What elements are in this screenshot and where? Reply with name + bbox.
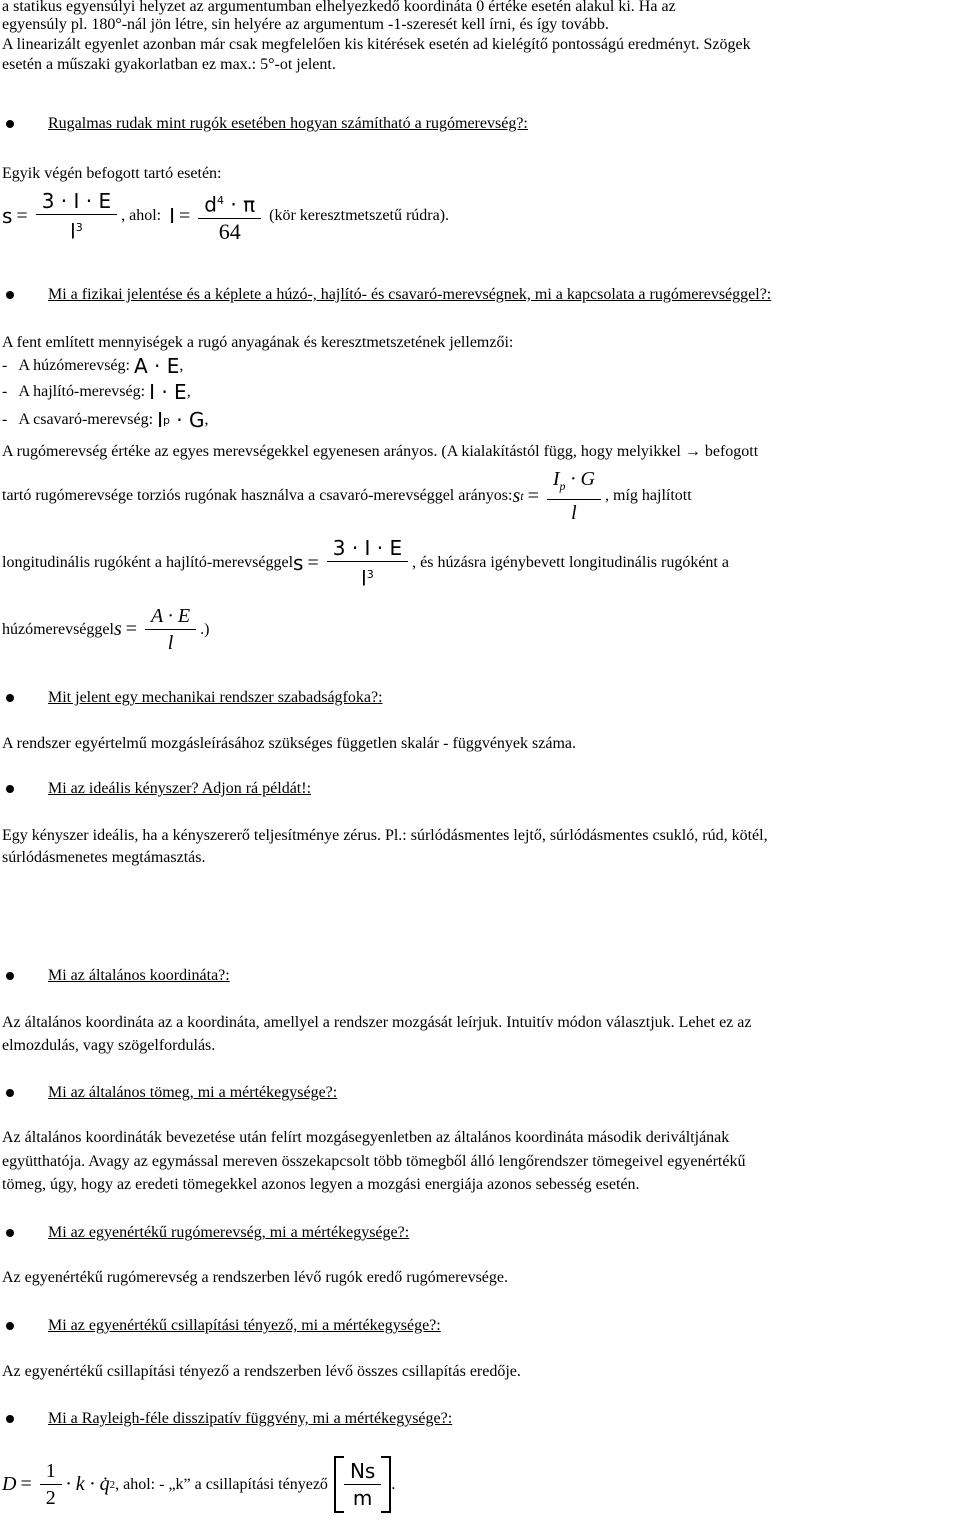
- equals-sign: =: [20, 1473, 32, 1495]
- text-line: a statikus egyensúlyi helyzet az argumentumban elhelyezkedő koordináta 0 értéke esetén alakul ki. Ha az: [2, 0, 676, 15]
- question-item: [2, 778, 311, 800]
- text-line: Az általános koordináta az a koordináta, amellyel a rendszer mozgását leírjuk. Intuitív módon választjuk. Lehet ez az: [2, 1014, 752, 1031]
- formula-rayleigh: D = $\frac{1}{2}$ · k · q̇ 2 , ahol: - „k” a csillapítási tényező $\frac{Ns}{m}$ .: [2, 1456, 395, 1513]
- question-text: Mi az általános koordináta?:: [48, 967, 230, 984]
- denominator: 64: [218, 218, 241, 244]
- bullet-icon: [6, 694, 14, 702]
- text-line: A rugómerevség értéke az egyes merevségekkel egyenesen arányos. (A kialakítástól függ, hogy melyikkel → befogott: [2, 443, 759, 460]
- question-item: [2, 1408, 452, 1430]
- question-text: Mit jelent egy mechanikai rendszer szabadságfoka?:: [48, 689, 383, 706]
- bullet-icon: [6, 120, 14, 128]
- symbol-I: I: [169, 204, 176, 229]
- text-line: A linearizált egyenlet azonban már csak megfelelően kis kitérések esetén ad kielégítő pontosságú eredményt. Szögek: [2, 36, 751, 53]
- text-line: Az egyenértékű rugómerevség a rendszerben lévő rugók eredő rugómerevsége.: [2, 1269, 508, 1286]
- bullet-icon: [6, 291, 14, 299]
- text-line: egyensúly pl. 180°-nál jön létre, sin helyére az argumentum -1-szeresét kell írni, és így tovább.: [2, 16, 609, 33]
- text-tail: , ahol: - „k” a csillapítási tényező: [115, 1475, 328, 1493]
- text-line: Az általános koordináták bevezetése után felírt mozgásegyenletben az általános koordináta második deriváltjának: [2, 1129, 730, 1146]
- unit-bracket: $\frac{Ns}{m}$: [334, 1456, 391, 1513]
- bullet-icon: [6, 1229, 14, 1237]
- fraction: [36, 188, 117, 245]
- text-line: A rendszer egyértelmű mozgásleírásához szükséges független skalár - függvények száma.: [2, 735, 576, 752]
- numerator: 3 · I · E: [41, 189, 112, 213]
- text-line: Egyik végén befogott tartó esetén:: [2, 165, 222, 182]
- question-item: [2, 965, 230, 987]
- question-item: [2, 284, 771, 306]
- question-item: [2, 1315, 441, 1337]
- question-text: Mi az általános tömeg, mi a mértékegysége?:: [48, 1084, 338, 1101]
- question-text: Mi a fizikai jelentése és a képlete a húzó-, hajlító- és csavaró-merevségnek, mi a kapcsolata a rugómerevséggel?:: [48, 286, 772, 303]
- bullet-icon: [6, 1322, 14, 1330]
- k-term: · k · q̇: [65, 1473, 110, 1495]
- text-line: együtthatója. Avagy az egymással mereven összekapcsolt több tömegből álló lengőrendszer tömegeivel egyenértékű: [2, 1153, 746, 1170]
- symbol-s: s: [2, 204, 13, 229]
- bullet-icon: [6, 1089, 14, 1097]
- formula-line: longitudinális rugóként a hajlító-merevséggel s = $\frac{3 \cdot I \cdot E}{l^3}$ , és húzásra igénybevett longitudinális rugóként a: [2, 536, 729, 591]
- text-line: súrlódásmenetes megtámasztás.: [2, 849, 206, 866]
- formula-line: húzómerevséggel s = $\frac{A \cdot E}{l}$ .): [2, 605, 210, 654]
- question-item: [2, 1222, 409, 1244]
- list-item: - A húzómerevség: A · E ,: [2, 354, 184, 378]
- equals-sign: =: [179, 204, 191, 227]
- bullet-icon: [6, 785, 14, 793]
- text-line: tömeg, úgy, hogy az eredeti tömegekkel azonos legyen a mozgási energiája azonos sebesség esetén.: [2, 1176, 640, 1193]
- bullet-icon: [6, 972, 14, 980]
- symbol-D: D: [2, 1473, 17, 1495]
- list-item: - A hajlító-merevség: I · E ,: [2, 380, 191, 404]
- bullet-icon: [6, 1415, 14, 1423]
- question-text: Mi a Rayleigh-féle disszipatív függvény, mi a mértékegysége?:: [48, 1410, 453, 1427]
- text-tail: (kör keresztmetszetű rúdra).: [269, 207, 450, 225]
- fraction: [198, 188, 261, 245]
- question-item: [2, 687, 383, 709]
- question-text: Mi az ideális kényszer? Adjon rá példát!:: [48, 780, 312, 797]
- question-item: [2, 113, 528, 135]
- question-text: Mi az egyenértékű csillapítási tényező, mi a mértékegysége?:: [48, 1317, 441, 1334]
- numerator: $d^4 \cdot \pi$: [204, 192, 256, 217]
- text-line: A fent említett mennyiségek a rugó anyagának és keresztmetszetének jellemzői:: [2, 334, 514, 351]
- fraction: $\frac{1}{2}$: [40, 1458, 62, 1511]
- question-text: Rugalmas rudak mint rugók esetében hogyan számítható a rugómerevség?:: [48, 115, 528, 132]
- question-item: [2, 1082, 337, 1104]
- text-line: esetén a műszaki gyakorlatban ez max.: 5°-ot jelent.: [2, 56, 336, 73]
- list-item: - A csavaró-merevség: I p · G ,: [2, 408, 209, 432]
- formula-line: tartó rugómerevsége torziós rugónak használva a csavaró-merevséggel arányos: s t = $\frac{I_p \cdot G}{l}$ , míg hajlított: [2, 468, 692, 524]
- text-line: elmozdulás, vagy szögelfordulás.: [2, 1037, 216, 1054]
- equals-sign: =: [16, 204, 28, 227]
- question-text: Mi az egyenértékű rugómerevség, mi a mértékegysége?:: [48, 1224, 410, 1241]
- text-line: Az egyenértékű csillapítási tényező a rendszerben lévő összes csillapítás eredője.: [2, 1363, 521, 1380]
- text-ahol: , ahol:: [121, 207, 162, 225]
- formula-spring-stiffness: [2, 188, 449, 245]
- denominator: $l^3$: [70, 219, 83, 244]
- text-line: Egy kényszer ideális, ha a kényszererő teljesítménye zérus. Pl.: súrlódásmentes lejtő, súrlódásmentes csukló, rúd, kötél,: [2, 827, 768, 844]
